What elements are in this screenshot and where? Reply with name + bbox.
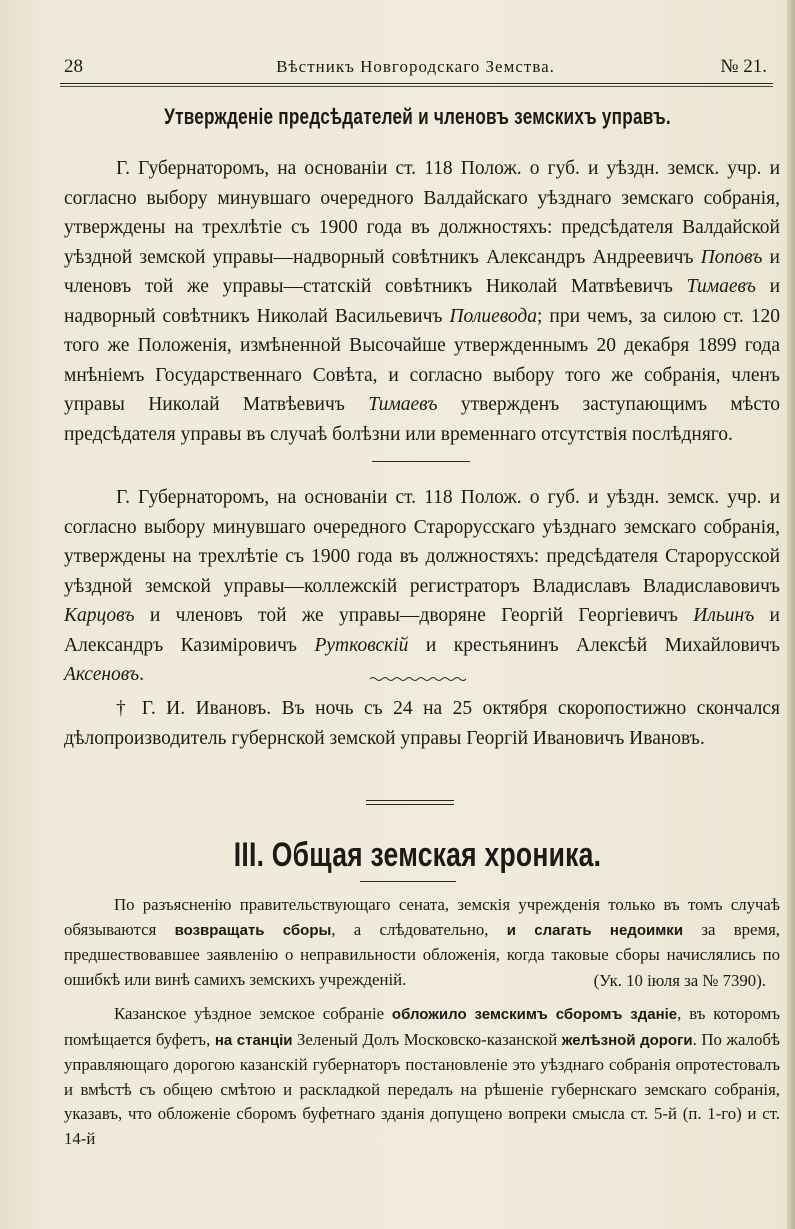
- paragraph-staraya-russa: Г. Губернаторомъ, на основаніи ст. 118 Полож. о губ. и уѣздн. земск. учр. и согласно выбору минувшаго очередного Старорусскаго уѣзднаго земскаго собранія, утверждены на трехлѣтіе съ 1900 года въ должностяхъ: предсѣдателя Старорусской уѣздной земской управы—коллежскій регистраторъ Владиславъ Владиславовичъ Карцовъ и членовъ той же управы—дворяне Георгій Георгіевичъ Ильинъ и Александръ Казиміровичъ Рутковскій и крестьянинъ Алексѣй Михайловичъ Аксеновъ.: [64, 487, 780, 685]
- issue-number: № 21.: [720, 56, 767, 77]
- title-underline: [360, 881, 456, 882]
- journal-title: Вѣстникъ Новгородскаго Земства.: [276, 57, 555, 76]
- emphasis: желѣзной дороги: [561, 1031, 693, 1049]
- page-edge: [787, 0, 795, 1229]
- surname: Полиевода: [449, 305, 538, 327]
- decree-reference: (Ук. 10 іюля за № 7390).: [593, 971, 766, 990]
- emphasis: обложило земскимъ сборомъ зданіе: [391, 1006, 678, 1023]
- surname: Поповъ: [700, 246, 763, 268]
- wavy-separator: [370, 676, 466, 682]
- emphasis: на станціи: [214, 1031, 293, 1049]
- paragraph-senate: По разъясненію правительствующаго сената, земскія учрежденія только въ томъ случаѣ обязываются возвращать сборы, а слѣдовательно, и слагать недоимки за время, предшествовавшее заявленію о неправильности обложенія, когда таковые сборы начислялись по ошибкѣ или винѣ самихъ земскихъ учрежденій.: [64, 895, 780, 989]
- section-title-appointments: Утвержденіе предсѣдателей и членовъ земскихъ управъ.: [164, 104, 671, 129]
- header-rule-thin: [60, 86, 773, 87]
- separator-line: [372, 461, 470, 462]
- double-rule-bottom: [366, 804, 454, 805]
- emphasis: и слагать недоимки: [506, 921, 684, 939]
- paragraph-obituary: † Г. И. Ивановъ. Въ ночь съ 24 на 25 октября скоропостижно скончался дѣлопроизводитель губернской земской управы Георгій Ивановичъ Ивановъ.: [64, 698, 780, 749]
- header-rule: [60, 83, 773, 84]
- section-title-chronicle: III. Общая земская хроника.: [233, 836, 602, 874]
- surname: Тимаевъ: [686, 276, 756, 297]
- paragraph-kazan: Казанское уѣздное земское собраніе обложило земскимъ сборомъ зданіе, въ которомъ помѣщается буфетъ, на станціи Зеленый Долъ Московско-казанской желѣзной дороги. По жалобѣ управляющаго дорогою казанскій губернаторъ постановленіе это уѣзднаго собранія опротестовалъ и вмѣстѣ съ общею смѣтою и раскладкой передалъ на рѣшеніе губернскаго земскаго собранія, указавъ, что обложеніе сборомъ буфетнаго зданія допущено вопреки смысла ст. 5-й (п. 1-го) и ст. 14-й: [64, 1004, 780, 1148]
- surname: Ильинъ: [693, 605, 755, 626]
- running-header: [64, 56, 767, 82]
- surname: Карцовъ: [64, 605, 135, 626]
- emphasis: возвращать сборы: [174, 921, 332, 939]
- paragraph-valdai: Г. Губернаторомъ, на основаніи ст. 118 Полож. о губ. и уѣздн. земск. учр. и согласно выбору минувшаго очередного Валдайскаго уѣзднаго земскаго собранія, утверждены на трехлѣтіе съ 1900 года въ должностяхъ: предсѣдателя Валдайской уѣздной земской управы—надворный совѣтникъ Александръ Андреевичъ Поповъ и членовъ той же управы—статскій совѣтникъ Николай Матвѣевичъ Тимаевъ и надворный совѣтникъ Николай Васильевичъ Полиевода; при чемъ, за силою ст. 120 того же Положенія, измѣненной Высочайше утвержденнымъ 20 декабря 1899 года мнѣніемъ Государственнаго Совѣта, и согласно выбору того же собранія, членъ управы Николай Матвѣевичъ Тимаевъ утвержденъ заступающимъ мѣсто предсѣдателя управы въ случаѣ болѣзни или временнаго отсутствія послѣдняго.: [64, 158, 781, 445]
- page-number: 28: [64, 56, 83, 77]
- surname: Тимаевъ: [368, 394, 438, 415]
- surname: Рутковскій: [314, 634, 409, 656]
- surname: Аксеновъ: [64, 664, 140, 685]
- double-rule-top: [366, 800, 454, 801]
